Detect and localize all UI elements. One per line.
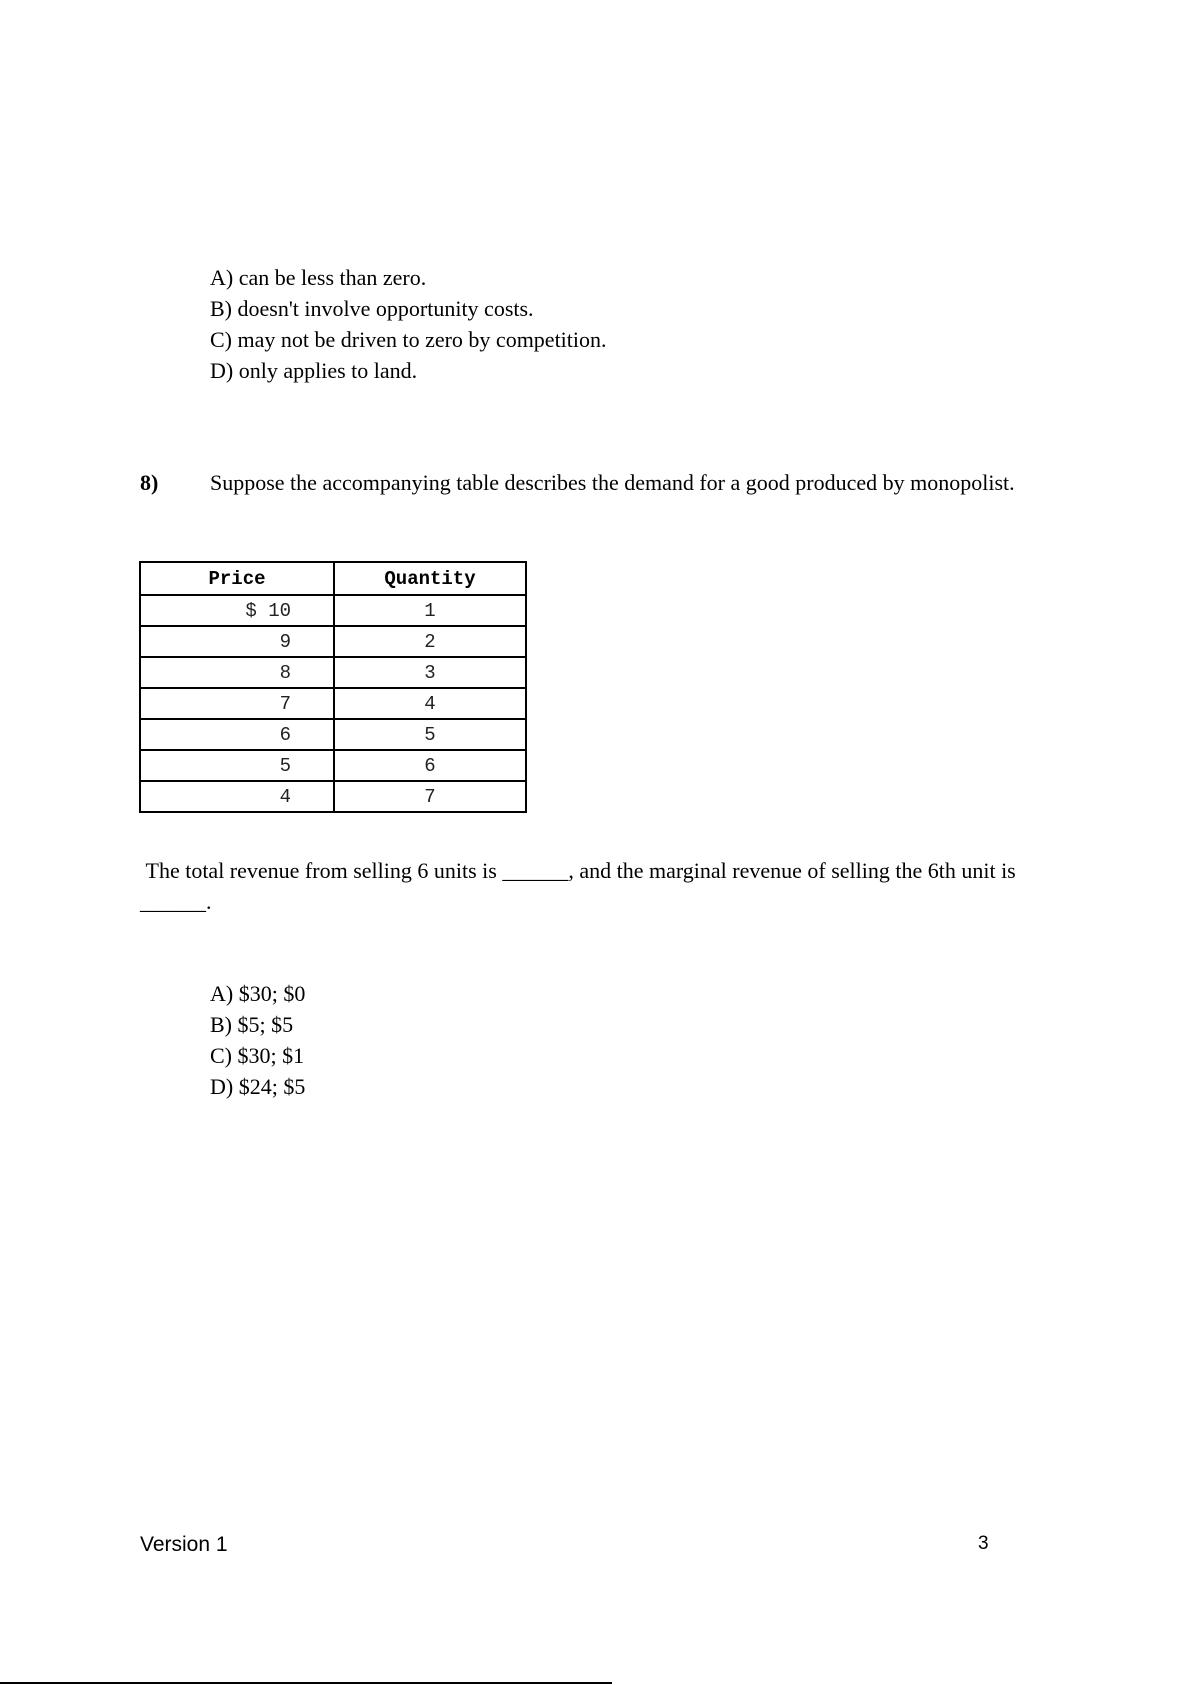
price-cell: 7 xyxy=(140,688,334,719)
header-quantity: Quantity xyxy=(334,562,526,595)
price-cell: 4 xyxy=(140,781,334,812)
quantity-cell: 1 xyxy=(334,595,526,626)
option-c: C) may not be driven to zero by competition. xyxy=(210,327,607,352)
footer-version: Version 1 xyxy=(140,1533,228,1556)
quantity-cell: 5 xyxy=(334,719,526,750)
quantity-cell: 7 xyxy=(334,781,526,812)
quantity-cell: 6 xyxy=(334,750,526,781)
table-row xyxy=(140,626,526,657)
question-8-prompt xyxy=(140,467,1060,498)
price-cell: $ 10 xyxy=(140,595,334,626)
option-c: C) $30; $1 xyxy=(210,1043,305,1068)
table-header-row xyxy=(140,562,526,595)
previous-question-options xyxy=(210,262,607,386)
option-a: A) $30; $0 xyxy=(210,981,306,1006)
header-price: Price xyxy=(140,562,334,595)
table-row xyxy=(140,719,526,750)
price-cell: 8 xyxy=(140,657,334,688)
option-a: A) can be less than zero. xyxy=(210,265,427,290)
option-d: D) $24; $5 xyxy=(210,1074,306,1099)
option-b: B) $5; $5 xyxy=(210,1012,294,1037)
page-bottom-rule xyxy=(0,1682,612,1684)
question-stem: The total revenue from selling 6 units is ______, and the marginal revenue of selling the 6th unit is ______. xyxy=(140,858,1022,914)
table-row xyxy=(140,688,526,719)
table-row xyxy=(140,595,526,626)
option-b: B) doesn't involve opportunity costs. xyxy=(210,296,534,321)
price-cell: 5 xyxy=(140,750,334,781)
price-cell: 6 xyxy=(140,719,334,750)
quantity-cell: 2 xyxy=(334,626,526,657)
table-row xyxy=(140,750,526,781)
quantity-cell: 4 xyxy=(334,688,526,719)
table-row xyxy=(140,657,526,688)
question-number: 8) xyxy=(140,470,159,495)
table-row xyxy=(140,781,526,812)
demand-table xyxy=(139,561,527,813)
price-cell: 9 xyxy=(140,626,334,657)
question-text: Suppose the accompanying table describes the demand for a good produced by monopolist. xyxy=(210,470,1015,495)
quantity-cell: 3 xyxy=(334,657,526,688)
option-d: D) only applies to land. xyxy=(210,358,418,383)
question-8-options xyxy=(210,978,305,1102)
footer-page-number: 3 xyxy=(978,1533,989,1554)
